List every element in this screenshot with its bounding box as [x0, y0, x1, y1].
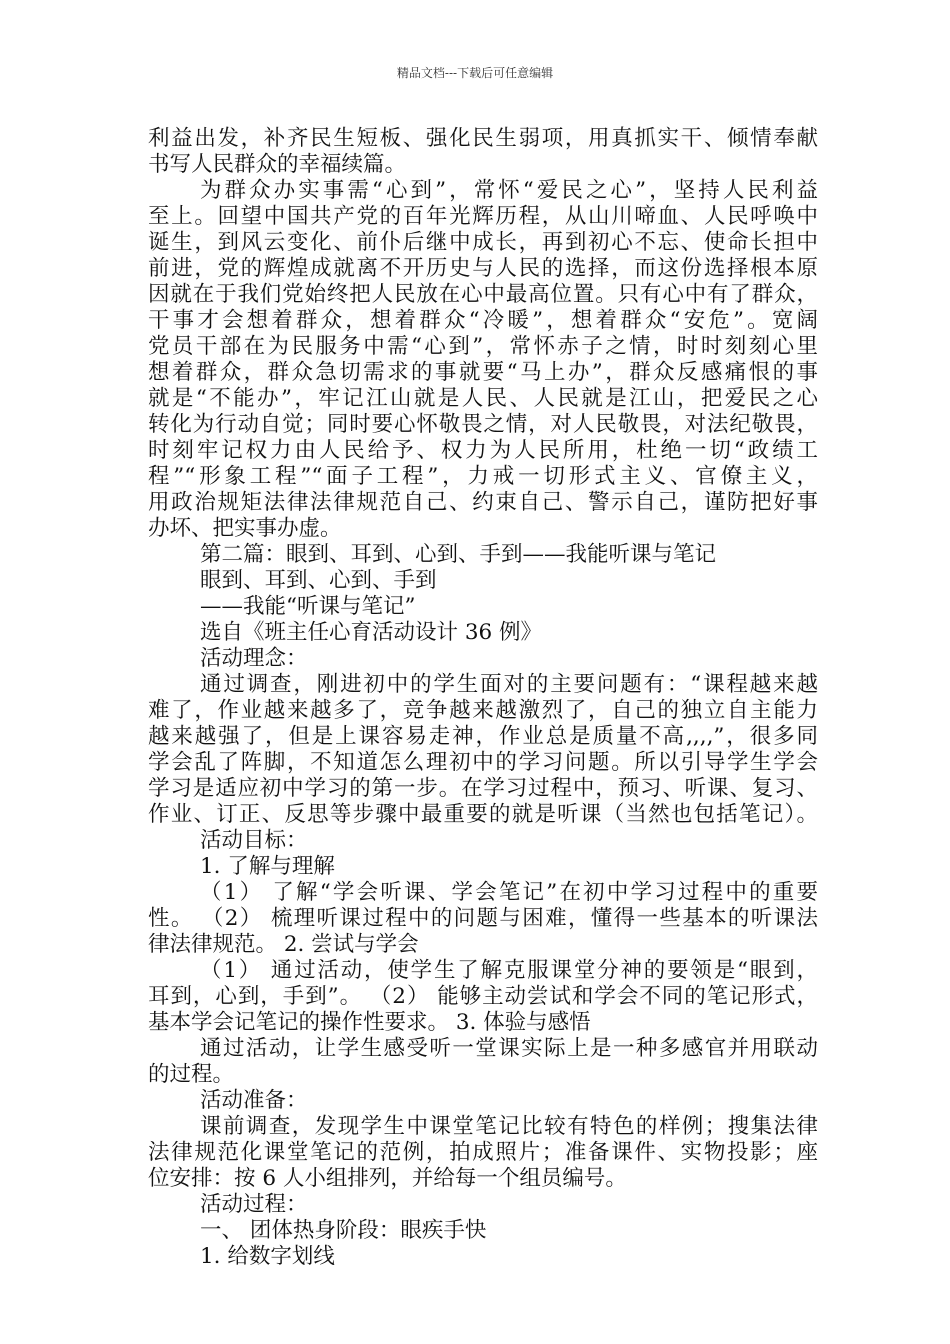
text-line: 活动理念： — [200, 646, 308, 671]
text-line: 活动准备： — [200, 1088, 308, 1113]
text-line: 活动目标： — [200, 828, 308, 853]
text-line: 眼到、耳到、心到、手到 — [200, 568, 437, 593]
page-header-watermark: 精品文档---下载后可任意编辑 — [396, 66, 554, 80]
text-line: 至上。回望中国共产党的百年光辉历程，从山川啼血、人民呼唤中 — [148, 204, 818, 229]
text-line: 利益出发，补齐民生短板、强化民生弱项，用真抓实干、倾情奉献 — [148, 126, 818, 151]
text-line: 学习是适应初中学习的第一步。在学习过程中，预习、听课、复习、 — [148, 776, 818, 801]
text-line: （1） 通过活动，使学生了解克服课堂分神的要领是“眼到， — [200, 958, 818, 983]
document-body — [148, 126, 818, 1270]
text-line: （1） 了解“学会听课、学会笔记”在初中学习过程中的重要 — [200, 880, 818, 905]
text-line: 学会乱了阵脚，不知道怎么理初中的学习问题。所以引导学生学会 — [148, 750, 818, 775]
text-line: 通过活动，让学生感受听一堂课实际上是一种多感官并用联动 — [200, 1036, 818, 1061]
text-line: 作业、订正、反思等步骤中最重要的就是听课（当然也包括笔记）。 — [148, 802, 818, 827]
text-line: 办坏、把实事办虚。 — [148, 516, 342, 541]
text-line: 耳到，心到，手到”。 （2） 能够主动尝试和学会不同的笔记形式， — [148, 984, 818, 1009]
text-line: 1. 了解与理解 — [200, 854, 335, 879]
text-line: 时刻牢记权力由人民给予、权力为人民所用，杜绝一切“政绩工 — [148, 438, 818, 463]
text-line: ——我能“听课与笔记” — [200, 594, 416, 619]
text-line: 难了，作业越来越多了，竞争越来越激烈了，自己的独立自主能力 — [148, 698, 818, 723]
text-line: 程”“形象工程”“面子工程”，力戒一切形式主义、官僚主义， — [148, 464, 818, 489]
text-line: 位安排：按 6 人小组排列，并给每一个组员编号。 — [148, 1166, 627, 1191]
text-line: 通过调查，刚进初中的学生面对的主要问题有：“课程越来越 — [200, 672, 818, 697]
text-line: 想着群众，群众急切需求的事就要“马上办”，群众反感痛恨的事 — [148, 360, 818, 385]
text-line: 用政治规矩法律法律规范自己、约束自己、警示自己，谨防把好事 — [148, 490, 818, 515]
text-line: 第二篇：眼到、耳到、心到、手到——我能听课与笔记 — [200, 542, 717, 567]
text-line: 性。 （2） 梳理听课过程中的问题与困难，懂得一些基本的听课法 — [148, 906, 818, 931]
text-line: 诞生，到风云变化、前仆后继中成长，再到初心不忘、使命长担中 — [148, 230, 818, 255]
text-line: 法律规范化课堂笔记的范例，拍成照片；准备课件、实物投影；座 — [148, 1140, 818, 1165]
text-line: 的过程。 — [148, 1062, 235, 1087]
text-line: 越来越强了，但是上课容易走神，作业总是质量不高,,,,”，很多同 — [148, 724, 818, 749]
text-line: 就是“不能办”，牢记江山就是人民、人民就是江山，把爱民之心 — [148, 386, 818, 411]
text-line: 一、 团体热身阶段：眼疾手快 — [200, 1218, 487, 1243]
text-line: 书写人民群众的幸福续篇。 — [148, 152, 407, 177]
text-line: 因就在于我们党始终把人民放在心中最高位置。只有心中有了群众， — [148, 282, 818, 307]
text-line: 1. 给数字划线 — [200, 1244, 335, 1269]
text-line: 基本学会记笔记的操作性要求。 3. 体验与感悟 — [148, 1010, 591, 1035]
text-line: 选自《班主任心育活动设计 36 例》 — [200, 620, 543, 645]
text-line: 转化为行动自觉；同时要心怀敬畏之情，对人民敬畏，对法纪敬畏， — [148, 412, 818, 437]
text-line: 律法律规范。 2. 尝试与学会 — [148, 932, 419, 957]
text-line: 活动过程： — [200, 1192, 308, 1217]
text-line: 党员干部在为民服务中需“心到”，常怀赤子之情，时时刻刻心里 — [148, 334, 818, 359]
text-line: 为群众办实事需“心到”，常怀“爱民之心”，坚持人民利益 — [200, 178, 818, 203]
text-line: 干事才会想着群众，想着群众“冷暖”，想着群众“安危”。宽阔 — [148, 308, 818, 333]
text-line: 前进，党的辉煌成就离不开历史与人民的选择，而这份选择根本原 — [148, 256, 818, 281]
text-line: 课前调查，发现学生中课堂笔记比较有特色的样例；搜集法律 — [200, 1114, 818, 1139]
